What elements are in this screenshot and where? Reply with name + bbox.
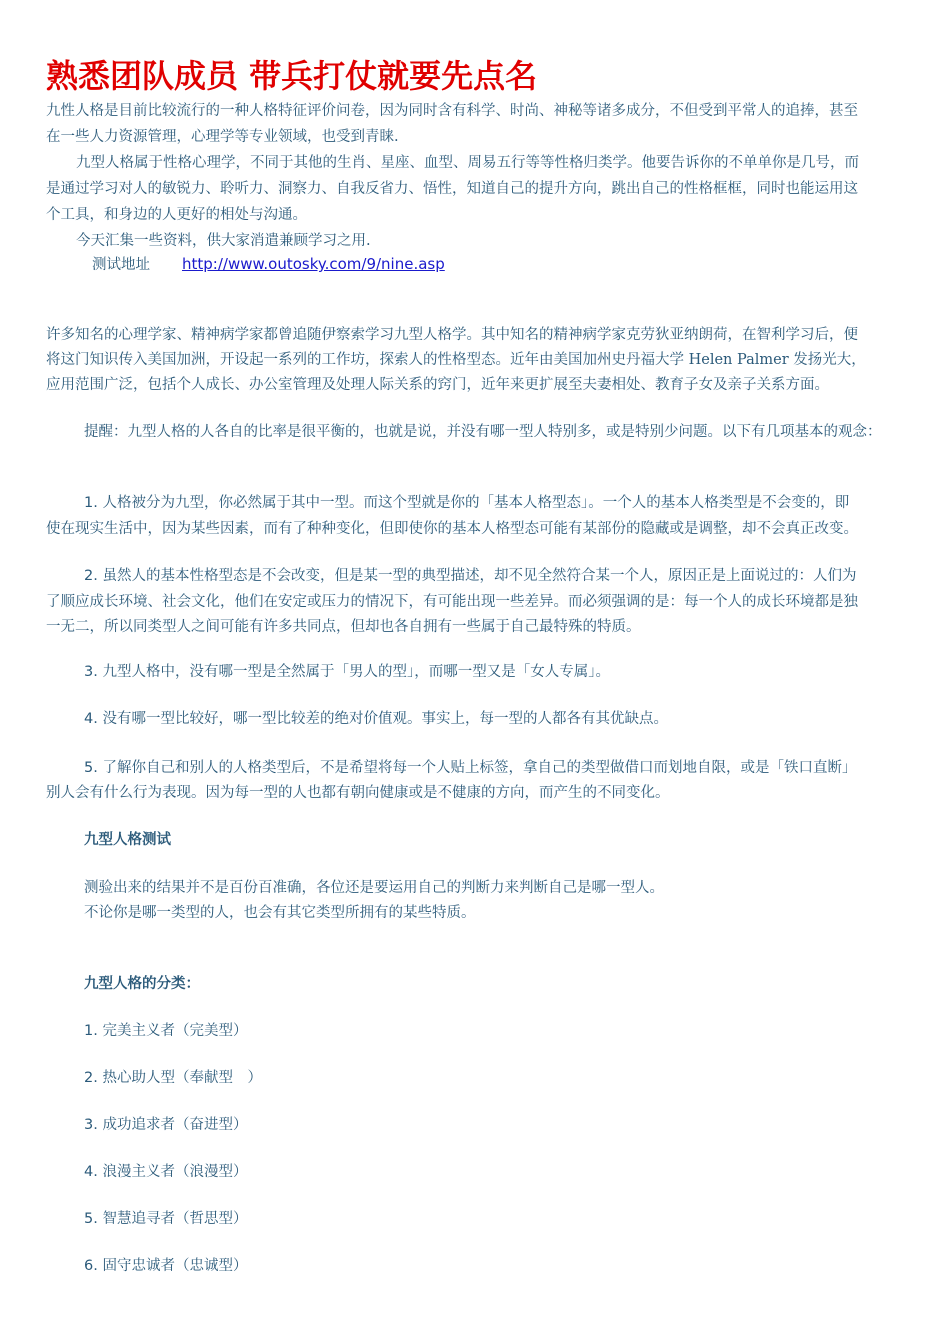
list-item <box>84 1207 247 1231</box>
history-line: 应用范围广泛，包括个人成长、办公室管理及处理人际关系的窍门，近年来更扩展至夫妻相处、教育子女及亲子关系方面。 <box>46 377 829 393</box>
concept-2 <box>84 564 856 588</box>
test-note: 测验出来的结果并不是百份百准确，各位还是要运用自己的判断力来判断自己是哪一型人。 <box>84 880 664 896</box>
list-item <box>84 1254 247 1278</box>
concept-number: 4. <box>84 711 98 727</box>
concept-1 <box>84 491 849 515</box>
concept-line: 使在现实生活中，因为某些因素，而有了种种变化，但即使你的基本人格型态可能有某部份的隐藏或是调整，却不会真正改变。 <box>46 521 858 537</box>
concept-number: 1. <box>84 495 98 511</box>
list-item <box>84 1019 247 1043</box>
concept-4 <box>84 707 668 731</box>
intro-line: 今天汇集一些资料，供大家消遣兼顾学习之用. <box>76 233 371 249</box>
concept-number: 2. <box>84 568 98 584</box>
concept-3 <box>84 660 610 684</box>
concept-line: 了顺应成长环境、社会文化，他们在安定或压力的情况下，有可能出现一些差异。而必须强调的是：每一个人的成长环境都是独 <box>46 594 858 610</box>
reminder-text: 提醒：九型人格的人各自的比率是很平衡的，也就是说，并没有哪一型人特别多，或是特别少问题。以下有几项基本的观念： <box>84 424 882 440</box>
item-label: 浪漫主义者（浪漫型） <box>102 1164 248 1180</box>
item-number: 4. <box>84 1164 98 1180</box>
section-heading: 九型人格测试 <box>84 832 171 848</box>
list-item <box>84 1113 247 1137</box>
item-label: 智慧追寻者（哲思型） <box>102 1211 248 1227</box>
item-label: 成功追求者（奋进型） <box>102 1117 248 1133</box>
item-number: 3. <box>84 1117 98 1133</box>
concept-number: 3. <box>84 664 98 680</box>
concept-text: 人格被分为九型，你必然属于其中一型。而这个型就是你的「基本人格型态」。一个人的基本人格类型是不会变的，即 <box>102 495 850 511</box>
concept-number: 5. <box>84 760 98 776</box>
concept-text: 没有哪一型比较好，哪一型比较差的绝对价值观。事实上，每一型的人都各有其优缺点。 <box>102 711 668 727</box>
intro-line: 个工具，和身边的人更好的相处与沟通。 <box>46 207 307 223</box>
item-number: 6. <box>84 1258 98 1274</box>
item-number: 1. <box>84 1023 98 1039</box>
section-heading: 九型人格的分类： <box>84 976 200 992</box>
concept-text: 了解你自己和别人的人格类型后，不是希望将每一个人贴上标签，拿自己的类型做借口而划地自限，或是「铁口直断」 <box>102 760 857 776</box>
list-item <box>84 1066 262 1090</box>
item-label: 完美主义者（完美型） <box>102 1023 248 1039</box>
test-address-label: 测试地址 <box>92 257 150 273</box>
intro-line: 在一些人力资源管理，心理学等专业领域，也受到青睐. <box>46 129 399 145</box>
intro-line: 九型人格属于性格心理学，不同于其他的生肖、星座、血型、周易五行等等性格归类学。他要告诉你的不单单你是几号，而 <box>76 155 859 171</box>
concept-line: 别人会有什么行为表现。因为每一型的人也都有朝向健康或是不健康的方向，而产生的不同变化。 <box>46 785 670 801</box>
history-line: 许多知名的心理学家、精神病学家都曾追随伊察索学习九型人格学。其中知名的精神病学家克劳狄亚纳朗荷，在智利学习后，便 <box>46 327 858 343</box>
test-address-link[interactable]: http://www.outosky.com/9/nine.asp <box>182 255 445 273</box>
list-item <box>84 1160 247 1184</box>
intro-line: 九性人格是目前比较流行的一种人格特征评价问卷，因为同时含有科学、时尚、神秘等诸多成分，不但受到平常人的追捧，甚至 <box>46 103 858 119</box>
item-label: 热心助人型（奉献型 ） <box>102 1070 262 1086</box>
concept-5 <box>84 756 856 780</box>
concept-text: 虽然人的基本性格型态是不会改变，但是某一型的典型描述，却不见全然符合某一个人，原因正是上面说过的：人们为 <box>102 568 857 584</box>
intro-line: 是通过学习对人的敏锐力、聆听力、洞察力、自我反省力、悟性，知道自己的提升方向，跳出自己的性格框框，同时也能运用这 <box>46 181 858 197</box>
test-note: 不论你是哪一类型的人，也会有其它类型所拥有的某些特质。 <box>84 905 476 921</box>
page-title: 熟悉团队成员 带兵打仗就要先点名 <box>46 57 538 95</box>
item-label: 固守忠诚者（忠诚型） <box>102 1258 248 1274</box>
history-line: 将这门知识传入美国加洲，开设起一系列的工作坊，探索人的性格型态。近年由美国加州史丹福大学 Helen Palmer 发扬光大， <box>46 352 866 368</box>
item-number: 2. <box>84 1070 98 1086</box>
concept-text: 九型人格中，没有哪一型是全然属于「男人的型」，而哪一型又是「女人专属」。 <box>102 664 610 680</box>
concept-line: 一无二，所以同类型人之间可能有许多共同点，但却也各自拥有一些属于自己最特殊的特质。 <box>46 619 641 635</box>
item-number: 5. <box>84 1211 98 1227</box>
